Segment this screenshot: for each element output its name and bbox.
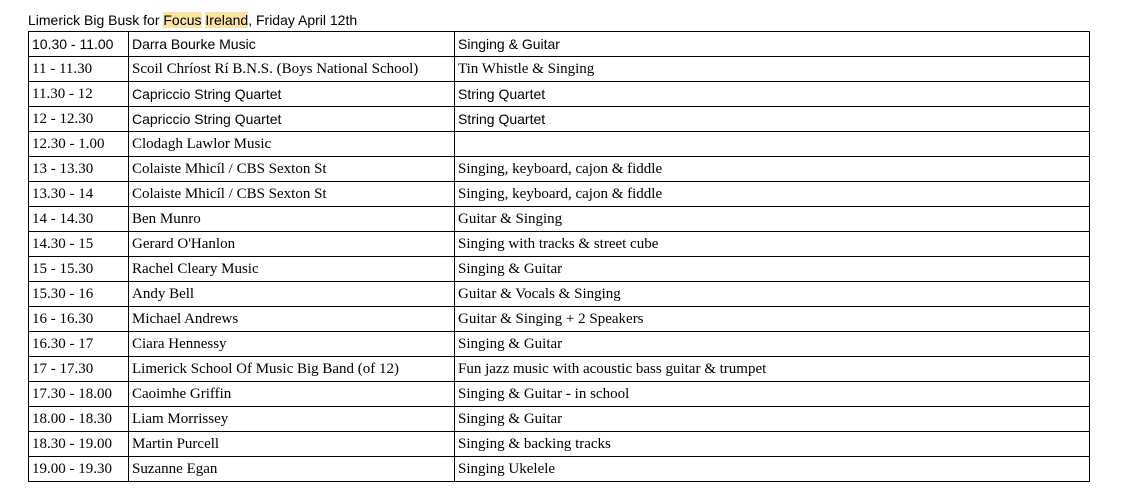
title-prefix: Limerick Big Busk for xyxy=(28,12,164,28)
description-cell: Singing with tracks & street cube xyxy=(455,232,1090,257)
table-row xyxy=(29,332,1090,357)
table-row xyxy=(29,282,1090,307)
document-title xyxy=(28,11,357,29)
description-cell: Guitar & Singing xyxy=(455,207,1090,232)
act-cell: Andy Bell xyxy=(129,282,455,307)
description-cell xyxy=(455,132,1090,157)
time-cell: 13 - 13.30 xyxy=(29,157,129,182)
table-row xyxy=(29,432,1090,457)
description-cell: String Quartet xyxy=(455,107,1090,132)
description-cell: Singing & Guitar - in school xyxy=(455,382,1090,407)
act-cell: Liam Morrissey xyxy=(129,407,455,432)
act-cell: Ciara Hennessy xyxy=(129,332,455,357)
act-cell: Colaiste Mhicíl / CBS Sexton St xyxy=(129,182,455,207)
description-cell: Singing, keyboard, cajon & fiddle xyxy=(455,182,1090,207)
table-row xyxy=(29,207,1090,232)
table-row xyxy=(29,357,1090,382)
table-row xyxy=(29,307,1090,332)
time-cell: 12 - 12.30 xyxy=(29,107,129,132)
act-cell: Scoil Chríost Rí B.N.S. (Boys National School) xyxy=(129,57,455,82)
description-cell: Singing & backing tracks xyxy=(455,432,1090,457)
time-cell: 11 - 11.30 xyxy=(29,57,129,82)
time-cell: 10.30 - 11.00 xyxy=(29,32,129,57)
time-cell: 14 - 14.30 xyxy=(29,207,129,232)
title-highlight-ireland: Ireland xyxy=(205,12,249,28)
time-cell: 17 - 17.30 xyxy=(29,357,129,382)
time-cell: 12.30 - 1.00 xyxy=(29,132,129,157)
table-row xyxy=(29,232,1090,257)
time-cell: 15 - 15.30 xyxy=(29,257,129,282)
act-cell: Ben Munro xyxy=(129,207,455,232)
time-cell: 18.00 - 18.30 xyxy=(29,407,129,432)
time-cell: 16.30 - 17 xyxy=(29,332,129,357)
description-cell: String Quartet xyxy=(455,82,1090,107)
act-cell: Rachel Cleary Music xyxy=(129,257,455,282)
table-row xyxy=(29,457,1090,482)
description-cell: Guitar & Singing + 2 Speakers xyxy=(455,307,1090,332)
description-cell: Singing & Guitar xyxy=(455,32,1090,57)
act-cell: Capriccio String Quartet xyxy=(129,82,455,107)
time-cell: 14.30 - 15 xyxy=(29,232,129,257)
time-cell: 19.00 - 19.30 xyxy=(29,457,129,482)
description-cell: Singing & Guitar xyxy=(455,407,1090,432)
act-cell: Colaiste Mhicíl / CBS Sexton St xyxy=(129,157,455,182)
act-cell: Capriccio String Quartet xyxy=(129,107,455,132)
description-cell: Guitar & Vocals & Singing xyxy=(455,282,1090,307)
act-cell: Caoimhe Griffin xyxy=(129,382,455,407)
act-cell: Martin Purcell xyxy=(129,432,455,457)
table-row xyxy=(29,407,1090,432)
description-cell: Singing, keyboard, cajon & fiddle xyxy=(455,157,1090,182)
act-cell: Gerard O'Hanlon xyxy=(129,232,455,257)
act-cell: Darra Bourke Music xyxy=(129,32,455,57)
act-cell: Suzanne Egan xyxy=(129,457,455,482)
table-row xyxy=(29,57,1090,82)
time-cell: 13.30 - 14 xyxy=(29,182,129,207)
time-cell: 11.30 - 12 xyxy=(29,82,129,107)
title-suffix: , Friday April 12th xyxy=(248,12,358,28)
table-row xyxy=(29,107,1090,132)
description-cell: Fun jazz music with acoustic bass guitar & trumpet xyxy=(455,357,1090,382)
busk-schedule-table xyxy=(28,31,1090,482)
table-row xyxy=(29,382,1090,407)
table-row xyxy=(29,132,1090,157)
act-cell: Clodagh Lawlor Music xyxy=(129,132,455,157)
time-cell: 18.30 - 19.00 xyxy=(29,432,129,457)
table-row xyxy=(29,182,1090,207)
title-highlight-focus: Focus xyxy=(163,12,202,28)
description-cell: Singing Ukelele xyxy=(455,457,1090,482)
act-cell: Michael Andrews xyxy=(129,307,455,332)
table-row xyxy=(29,157,1090,182)
schedule-body xyxy=(29,32,1090,482)
description-cell: Singing & Guitar xyxy=(455,257,1090,282)
act-cell: Limerick School Of Music Big Band (of 12) xyxy=(129,357,455,382)
time-cell: 17.30 - 18.00 xyxy=(29,382,129,407)
table-row xyxy=(29,82,1090,107)
description-cell: Singing & Guitar xyxy=(455,332,1090,357)
time-cell: 15.30 - 16 xyxy=(29,282,129,307)
time-cell: 16 - 16.30 xyxy=(29,307,129,332)
description-cell: Tin Whistle & Singing xyxy=(455,57,1090,82)
table-row xyxy=(29,257,1090,282)
table-row xyxy=(29,32,1090,57)
